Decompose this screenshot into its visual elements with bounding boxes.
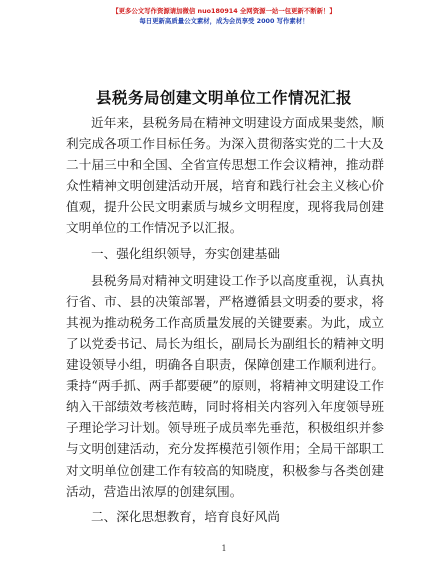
promo-banner-line-1: 【更多公文写作资源请加微信 nuo180914 全网资源一站一包更新不断新！】 — [112, 7, 336, 15]
section-heading-2: 二、深化思想教育，培育良好风尚 — [91, 508, 280, 524]
intro-paragraph: 近年来，县税务局在精神文明建设方面成果斐然，顺利完成各项工作目标任务。为深入贯彻落实党的二十大及二十届三中和全国、全省宣传思想工作会议精神，推动群众性精神文明创建活动开展，培育和践行社会主义核心价值观，提升公民文明素质与城乡文明程度，现将我局创建文明单位的工作情况予以汇报。 — [66, 115, 384, 236]
document-body — [66, 112, 384, 533]
section-heading-1: 一、强化组织领导，夯实创建基础 — [91, 245, 280, 261]
document-title: 县税务局创建文明单位工作情况汇报 — [95, 89, 352, 107]
promo-banner-line-2: 每日更新高质量公文素材，成为会员享受 2000 写作素材！ — [139, 17, 309, 25]
page-number: 1 — [221, 544, 227, 553]
promo-banner — [0, 6, 448, 26]
section-1-paragraph: 县税务局对精神文明建设工作予以高度重视，认真执行省、市、县的决策部署，严格遵循县文明委的要求，将其视为推动税务工作高质量发展的关键要素。为此，成立了以党委书记、局长为组长，副局长为副组长的精神文明建设领导小组，明确各自职责，保障创建工作顺利进行。秉持“两手抓、两手都要硬”的原则，将精神文明建设工作纳入干部绩效考核范畴，同时将相关内容列入年度领导班子理论学习计划。领导班子成员率先垂范，积极组织并参与文明创建活动，充分发挥模范引领作用；全局干部职工对文明单位创建工作有较高的知晓度，积极参与各类创建活动，营造出浓厚的创建氛围。 — [66, 272, 384, 499]
